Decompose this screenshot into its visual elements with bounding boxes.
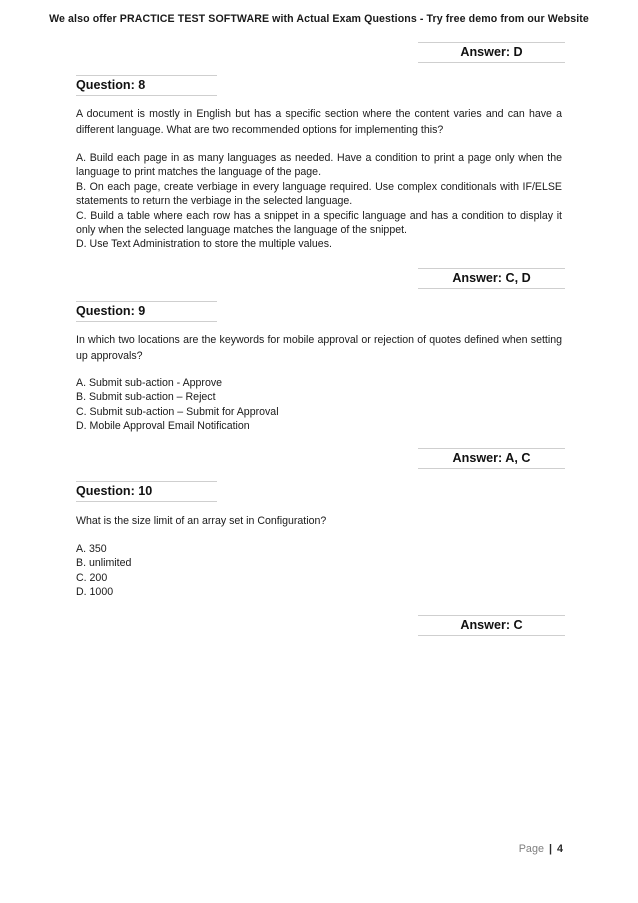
option-8-b: B. On each page, create verbiage in every language required. Use complex conditionals with IF/ELSE statements to return the verbiage in the selected language. — [76, 180, 562, 208]
question-label-9: Question: 9 — [76, 301, 217, 322]
option-8-a: A. Build each page in as many languages as needed. Have a condition to print a page only when the language to print matches the language of the page. — [76, 152, 562, 179]
question-text-10: What is the size limit of an array set in Configuration? — [76, 515, 327, 527]
options-list-9 — [76, 376, 562, 434]
option-9-a: A. Submit sub-action - Approve — [76, 377, 223, 389]
question-text-8: A document is mostly in English but has a specific section where the content varies and can have a different language. What are two recommended options for implementing this? — [76, 108, 562, 136]
option-9-d: D. Mobile Approval Email Notification — [76, 420, 250, 433]
option-8-d: D. Use Text Administration to store the multiple values. — [76, 238, 332, 251]
question-label-8: Question: 8 — [76, 75, 217, 96]
answer-box-8: Answer: C, D — [418, 268, 565, 289]
question-label-10: Question: 10 — [76, 481, 217, 502]
option-10-c: C. 200 — [76, 571, 108, 584]
page-number: 4 — [556, 843, 563, 855]
page-header: We also offer PRACTICE TEST SOFTWARE with Actual Exam Questions - Try free demo from our Website — [49, 13, 589, 25]
page-footer — [505, 843, 563, 855]
answer-box-previous: Answer: D — [418, 42, 565, 63]
option-9-b: B. Submit sub-action – Reject — [76, 391, 216, 404]
option-10-b: B. unlimited — [76, 557, 132, 570]
options-list-10 — [76, 542, 562, 600]
option-10-d: D. 1000 — [76, 586, 114, 599]
option-10-a: A. 350 — [76, 543, 107, 555]
question-text-9: In which two locations are the keywords for mobile approval or rejection of quotes defined when setting up approvals? — [76, 334, 562, 362]
option-9-c: C. Submit sub-action – Submit for Approval — [76, 405, 279, 418]
option-8-c: C. Build a table where each row has a snippet in a specific language and has a condition to display it only when the selected language matches the language of the snippet. — [76, 209, 562, 237]
options-list-8 — [76, 151, 562, 252]
page-separator: | — [548, 843, 552, 855]
answer-box-10: Answer: C — [418, 615, 565, 636]
answer-box-9: Answer: A, C — [418, 448, 565, 469]
page-label: Page — [518, 843, 544, 855]
